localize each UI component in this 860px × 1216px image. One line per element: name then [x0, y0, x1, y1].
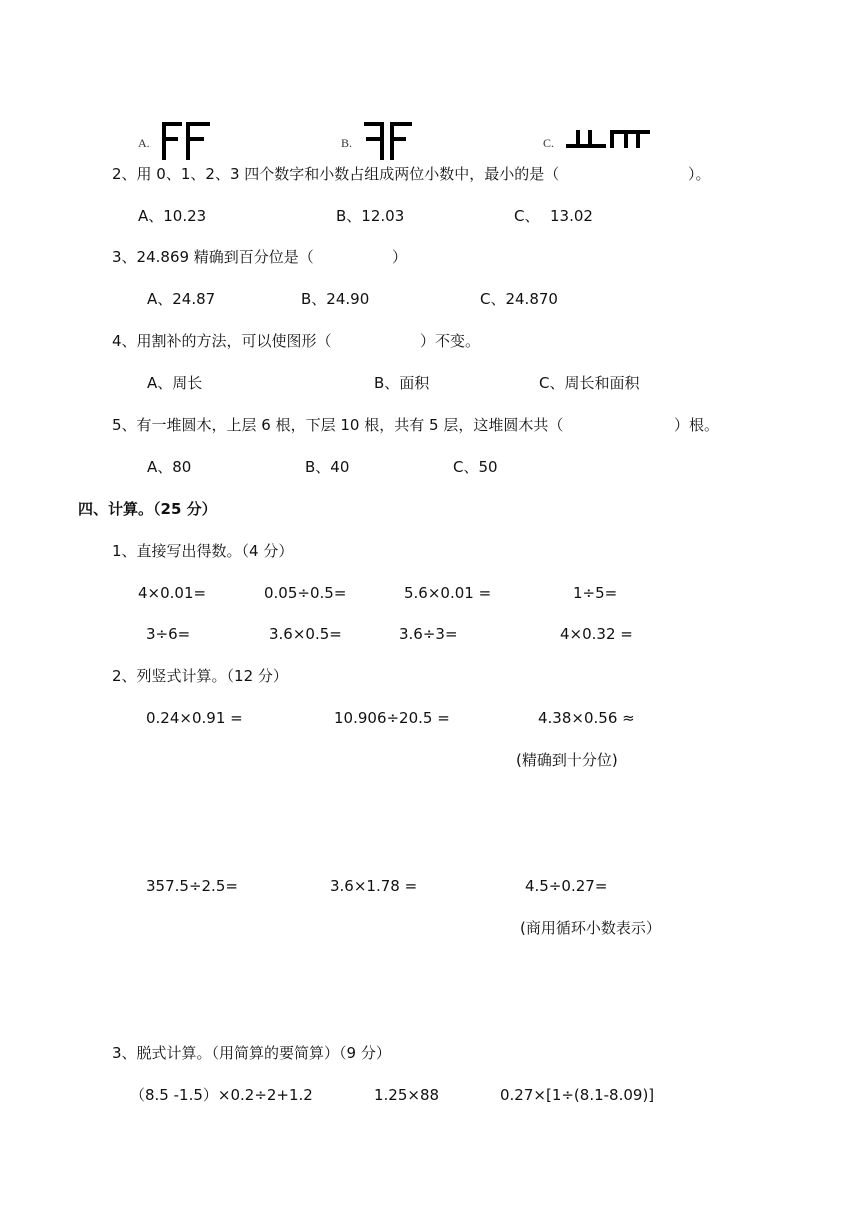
p1-r1-item-4: 1÷5=	[573, 584, 618, 602]
figure-a-label: A.	[138, 136, 150, 150]
question-5-close: ）根。	[674, 416, 720, 434]
p2-note-1: (精确到十分位)	[516, 751, 618, 769]
figure-a-shape	[160, 120, 212, 162]
p2-r1-item-3: 4.38×0.56 ≈	[538, 709, 635, 727]
p2-r2-item-3: 4.5÷0.27=	[525, 877, 608, 895]
q5-option-b: B、40	[305, 458, 350, 476]
p2-r2-item-2: 3.6×1.78 =	[330, 877, 418, 895]
part-3-title: 3、脱式计算。（用简算的要简算）（9 分）	[112, 1044, 391, 1062]
p1-r2-item-2: 3.6×0.5=	[269, 625, 342, 643]
question-3-close: ）	[392, 248, 408, 266]
question-2-close: ）。	[688, 165, 711, 183]
q3-option-b: B、24.90	[301, 290, 370, 308]
q2-option-b: B、12.03	[336, 207, 405, 225]
p1-r1-item-3: 5.6×0.01 =	[404, 584, 492, 602]
q4-option-c: C、周长和面积	[539, 374, 640, 392]
question-5-text: 5、有一堆圆木，上层 6 根，下层 10 根，共有 5 层，这堆圆木共（	[112, 416, 564, 434]
question-4-close: ）不变。	[420, 332, 481, 350]
p2-r1-item-1: 0.24×0.91 =	[146, 709, 243, 727]
figure-b-label: B.	[341, 136, 353, 150]
part-1-title: 1、直接写出得数。（4 分）	[112, 542, 294, 560]
p3-item-3: 0.27×[1÷(8.1-8.09)]	[500, 1086, 655, 1104]
p1-r1-item-1: 4×0.01=	[138, 584, 207, 602]
q3-option-a: A、24.87	[147, 290, 216, 308]
question-3-text: 3、24.869 精确到百分位是（	[112, 248, 314, 266]
q4-option-b: B、面积	[374, 374, 430, 392]
p1-r2-item-4: 4×0.32 =	[560, 625, 633, 643]
question-4-text: 4、用割补的方法，可以使图形（	[112, 332, 332, 350]
p1-r1-item-2: 0.05÷0.5=	[264, 584, 347, 602]
p3-item-1: （8.5 -1.5）×0.2÷2+1.2	[130, 1086, 313, 1104]
p1-r2-item-3: 3.6÷3=	[399, 625, 458, 643]
question-2-text: 2、用 0、1、2、3 四个数字和小数占组成两位小数中，最小的是（	[112, 165, 560, 183]
q2-option-c-value: 13.02	[550, 207, 593, 225]
p1-r2-item-1: 3÷6=	[146, 625, 191, 643]
p2-r1-item-2: 10.906÷20.5 =	[334, 709, 450, 727]
figure-c-label: C.	[543, 136, 555, 150]
q5-option-a: A、80	[147, 458, 192, 476]
section-4-heading: 四、计算。（25 分）	[78, 500, 217, 518]
p3-item-2: 1.25×88	[374, 1086, 440, 1104]
p2-r2-item-1: 357.5÷2.5=	[146, 877, 238, 895]
q4-option-a: A、周长	[147, 374, 203, 392]
figure-b-shape	[362, 120, 414, 162]
part-2-title: 2、列竖式计算。（12 分）	[112, 667, 288, 685]
q3-option-c: C、24.870	[480, 290, 558, 308]
p2-note-2: (商用循环小数表示）	[520, 919, 661, 937]
q2-option-a: A、10.23	[138, 207, 207, 225]
figure-c-shape	[566, 128, 652, 152]
q2-option-c-label: C、	[514, 207, 540, 225]
q5-option-c: C、50	[453, 458, 498, 476]
